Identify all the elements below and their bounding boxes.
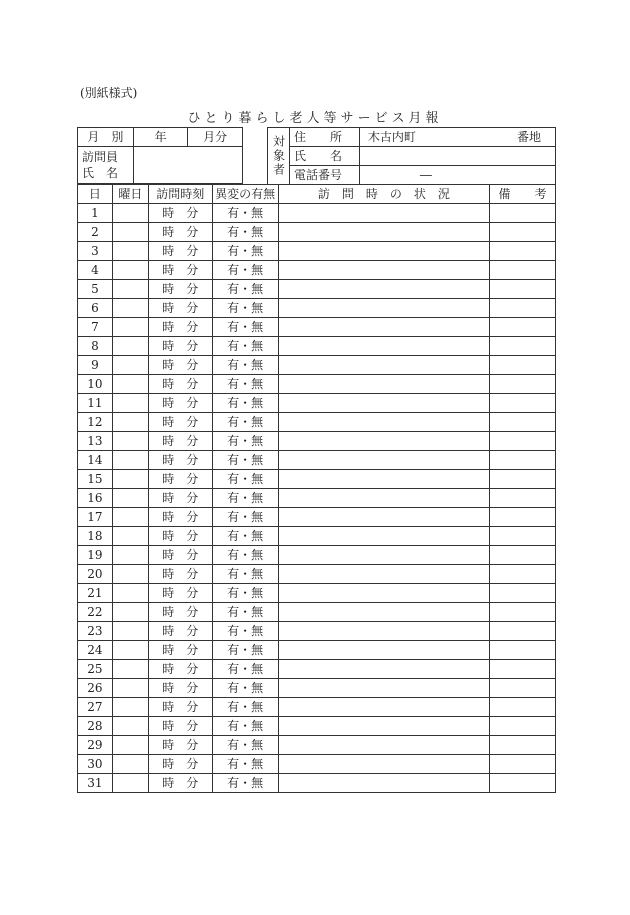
change-field[interactable]: 有・無 <box>212 432 278 451</box>
remarks-field[interactable] <box>490 470 556 489</box>
table-row <box>78 679 556 698</box>
visit-time-field[interactable]: 時 分 <box>148 470 212 489</box>
weekday-field[interactable] <box>112 413 148 432</box>
visit-status-field[interactable] <box>278 394 489 413</box>
remarks-field[interactable] <box>490 527 556 546</box>
address-value: 木古内町 <box>367 130 416 144</box>
visit-time-field[interactable]: 時 分 <box>148 451 212 470</box>
visit-status-field[interactable] <box>278 204 489 223</box>
header-visit-status: 訪 問 時 の 状 況 <box>278 185 489 204</box>
visit-status-field[interactable] <box>278 413 489 432</box>
change-field[interactable]: 有・無 <box>212 622 278 641</box>
table-row <box>78 527 556 546</box>
table-row <box>78 717 556 736</box>
table-row <box>78 565 556 584</box>
day-number: 9 <box>78 356 113 375</box>
table-row <box>78 261 556 280</box>
table-row <box>78 660 556 679</box>
table-row <box>78 470 556 489</box>
day-number: 22 <box>78 603 113 622</box>
day-number: 26 <box>78 679 113 698</box>
change-field[interactable]: 有・無 <box>212 755 278 774</box>
visit-status-field[interactable] <box>278 641 489 660</box>
visit-time-field[interactable]: 時 分 <box>148 223 212 242</box>
visit-time-field[interactable]: 時 分 <box>148 280 212 299</box>
weekday-field[interactable] <box>112 546 148 565</box>
day-number: 10 <box>78 375 113 394</box>
remarks-field[interactable] <box>490 717 556 736</box>
visit-time-field[interactable]: 時 分 <box>148 508 212 527</box>
visit-time-field[interactable]: 時 分 <box>148 565 212 584</box>
visit-time-field[interactable]: 時 分 <box>148 394 212 413</box>
visit-time-field[interactable]: 時 分 <box>148 261 212 280</box>
change-field[interactable]: 有・無 <box>212 337 278 356</box>
change-field[interactable]: 有・無 <box>212 489 278 508</box>
day-number: 21 <box>78 584 113 603</box>
address-suffix: 番地 <box>516 130 541 144</box>
table-row <box>78 375 556 394</box>
weekday-field[interactable] <box>112 755 148 774</box>
weekday-field[interactable] <box>112 223 148 242</box>
visit-status-field[interactable] <box>278 584 489 603</box>
day-number: 29 <box>78 736 113 755</box>
day-number: 11 <box>78 394 113 413</box>
day-number: 8 <box>78 337 113 356</box>
header-visit-time: 訪問時刻 <box>148 185 212 204</box>
remarks-field[interactable] <box>490 736 556 755</box>
name-label: 氏 名 <box>289 147 359 166</box>
day-number: 25 <box>78 660 113 679</box>
visit-status-field[interactable] <box>278 223 489 242</box>
table-row <box>78 736 556 755</box>
table-row <box>78 413 556 432</box>
table-row <box>78 622 556 641</box>
remarks-field[interactable] <box>490 451 556 470</box>
weekday-field[interactable] <box>112 280 148 299</box>
visit-time-field[interactable]: 時 分 <box>148 299 212 318</box>
day-number: 15 <box>78 470 113 489</box>
remarks-field[interactable] <box>490 337 556 356</box>
visit-status-field[interactable] <box>278 660 489 679</box>
weekday-field[interactable] <box>112 584 148 603</box>
visit-time-field[interactable]: 時 分 <box>148 698 212 717</box>
form-note: (別紙様式) <box>80 86 138 100</box>
change-field[interactable]: 有・無 <box>212 603 278 622</box>
weekday-field[interactable] <box>112 318 148 337</box>
change-field[interactable]: 有・無 <box>212 584 278 603</box>
target-label: 対象者 <box>268 128 290 185</box>
day-number: 24 <box>78 641 113 660</box>
table-row <box>78 451 556 470</box>
address-label: 住 所 <box>289 128 359 147</box>
remarks-field[interactable] <box>490 565 556 584</box>
change-field[interactable]: 有・無 <box>212 394 278 413</box>
weekday-field[interactable] <box>112 717 148 736</box>
table-header-row <box>78 185 556 204</box>
remarks-field[interactable] <box>490 508 556 527</box>
visit-time-field[interactable]: 時 分 <box>148 603 212 622</box>
visit-status-field[interactable] <box>278 432 489 451</box>
visitor-label-2: 氏 名 <box>82 166 119 180</box>
change-field[interactable]: 有・無 <box>212 527 278 546</box>
day-number: 3 <box>78 242 113 261</box>
visit-status-field[interactable] <box>278 774 489 793</box>
visit-status-field[interactable] <box>278 717 489 736</box>
weekday-field[interactable] <box>112 432 148 451</box>
visit-time-field[interactable]: 時 分 <box>148 717 212 736</box>
table-row <box>78 489 556 508</box>
remarks-field[interactable] <box>490 280 556 299</box>
change-field[interactable]: 有・無 <box>212 565 278 584</box>
change-field[interactable]: 有・無 <box>212 242 278 261</box>
visit-status-field[interactable] <box>278 356 489 375</box>
phone-label: 電話番号 <box>289 166 359 185</box>
day-number: 30 <box>78 755 113 774</box>
header-weekday: 曜日 <box>112 185 148 204</box>
table-row <box>78 204 556 223</box>
header-change: 異変の有無 <box>212 185 278 204</box>
remarks-field[interactable] <box>490 641 556 660</box>
day-number: 19 <box>78 546 113 565</box>
remarks-field[interactable] <box>490 223 556 242</box>
visit-status-field[interactable] <box>278 280 489 299</box>
month-unit: 月分 <box>188 128 243 147</box>
day-number: 31 <box>78 774 113 793</box>
remarks-field[interactable] <box>490 204 556 223</box>
change-field[interactable]: 有・無 <box>212 299 278 318</box>
day-number: 1 <box>78 204 113 223</box>
visitor-label-cell <box>78 147 134 184</box>
visit-status-field[interactable] <box>278 489 489 508</box>
table-row <box>78 356 556 375</box>
remarks-field[interactable] <box>490 622 556 641</box>
weekday-field[interactable] <box>112 603 148 622</box>
day-number: 7 <box>78 318 113 337</box>
table-row <box>78 698 556 717</box>
remarks-field[interactable] <box>490 698 556 717</box>
visit-info-box <box>77 127 243 184</box>
visit-status-field[interactable] <box>278 736 489 755</box>
visit-status-field[interactable] <box>278 261 489 280</box>
visit-time-field[interactable]: 時 分 <box>148 660 212 679</box>
visit-status-field[interactable] <box>278 299 489 318</box>
target-info-box <box>267 127 556 185</box>
visit-time-field[interactable]: 時 分 <box>148 318 212 337</box>
visit-time-field[interactable]: 時 分 <box>148 489 212 508</box>
change-field[interactable]: 有・無 <box>212 774 278 793</box>
weekday-field[interactable] <box>112 242 148 261</box>
table-row <box>78 774 556 793</box>
day-number: 28 <box>78 717 113 736</box>
visit-time-field[interactable]: 時 分 <box>148 546 212 565</box>
weekday-field[interactable] <box>112 527 148 546</box>
change-field[interactable]: 有・無 <box>212 717 278 736</box>
visit-time-field[interactable]: 時 分 <box>148 242 212 261</box>
change-field[interactable]: 有・無 <box>212 413 278 432</box>
visit-time-field[interactable]: 時 分 <box>148 755 212 774</box>
change-field[interactable]: 有・無 <box>212 698 278 717</box>
remarks-field[interactable] <box>490 489 556 508</box>
name-field[interactable] <box>359 147 555 166</box>
table-row <box>78 546 556 565</box>
remarks-field[interactable] <box>490 318 556 337</box>
visit-time-field[interactable]: 時 分 <box>148 204 212 223</box>
visit-time-field[interactable]: 時 分 <box>148 432 212 451</box>
weekday-field[interactable] <box>112 489 148 508</box>
table-row <box>78 280 556 299</box>
remarks-field[interactable] <box>490 546 556 565</box>
change-field[interactable]: 有・無 <box>212 641 278 660</box>
remarks-field[interactable] <box>490 432 556 451</box>
remarks-field[interactable] <box>490 299 556 318</box>
table-row <box>78 641 556 660</box>
day-number: 18 <box>78 527 113 546</box>
remarks-field[interactable] <box>490 660 556 679</box>
weekday-field[interactable] <box>112 774 148 793</box>
visit-status-field[interactable] <box>278 242 489 261</box>
visit-time-field[interactable]: 時 分 <box>148 584 212 603</box>
day-number: 17 <box>78 508 113 527</box>
table-row <box>78 584 556 603</box>
weekday-field[interactable] <box>112 736 148 755</box>
remarks-field[interactable] <box>490 584 556 603</box>
day-number: 4 <box>78 261 113 280</box>
visit-time-field[interactable]: 時 分 <box>148 356 212 375</box>
change-field[interactable]: 有・無 <box>212 508 278 527</box>
monthly-visit-table <box>77 184 556 793</box>
weekday-field[interactable] <box>112 641 148 660</box>
phone-field[interactable] <box>359 166 555 185</box>
remarks-field[interactable] <box>490 375 556 394</box>
change-field[interactable]: 有・無 <box>212 470 278 489</box>
table-row <box>78 432 556 451</box>
visit-time-field[interactable]: 時 分 <box>148 527 212 546</box>
visit-status-field[interactable] <box>278 451 489 470</box>
change-field[interactable]: 有・無 <box>212 679 278 698</box>
remarks-field[interactable] <box>490 413 556 432</box>
year-label: 年 <box>133 128 188 147</box>
visit-time-field[interactable]: 時 分 <box>148 375 212 394</box>
weekday-field[interactable] <box>112 204 148 223</box>
day-number: 13 <box>78 432 113 451</box>
weekday-field[interactable] <box>112 337 148 356</box>
change-field[interactable]: 有・無 <box>212 356 278 375</box>
weekday-field[interactable] <box>112 660 148 679</box>
weekday-field[interactable] <box>112 394 148 413</box>
table-row <box>78 223 556 242</box>
visit-time-field[interactable]: 時 分 <box>148 337 212 356</box>
visit-status-field[interactable] <box>278 698 489 717</box>
change-field[interactable]: 有・無 <box>212 736 278 755</box>
phone-value: ― <box>419 168 432 182</box>
visit-time-field[interactable]: 時 分 <box>148 622 212 641</box>
remarks-field[interactable] <box>490 679 556 698</box>
day-number: 20 <box>78 565 113 584</box>
remarks-field[interactable] <box>490 603 556 622</box>
change-field[interactable]: 有・無 <box>212 451 278 470</box>
visit-time-field[interactable]: 時 分 <box>148 641 212 660</box>
visit-status-field[interactable] <box>278 318 489 337</box>
weekday-field[interactable] <box>112 451 148 470</box>
remarks-field[interactable] <box>490 261 556 280</box>
visit-status-field[interactable] <box>278 679 489 698</box>
visit-time-field[interactable]: 時 分 <box>148 679 212 698</box>
visit-status-field[interactable] <box>278 546 489 565</box>
address-field[interactable] <box>359 128 555 147</box>
weekday-field[interactable] <box>112 299 148 318</box>
table-row <box>78 299 556 318</box>
day-number: 2 <box>78 223 113 242</box>
month-label: 月 別 <box>78 128 134 147</box>
weekday-field[interactable] <box>112 375 148 394</box>
visitor-name-field[interactable] <box>133 147 242 184</box>
visit-status-field[interactable] <box>278 622 489 641</box>
weekday-field[interactable] <box>112 622 148 641</box>
table-row <box>78 337 556 356</box>
change-field[interactable]: 有・無 <box>212 318 278 337</box>
table-row <box>78 755 556 774</box>
change-field[interactable]: 有・無 <box>212 261 278 280</box>
weekday-field[interactable] <box>112 565 148 584</box>
table-row <box>78 508 556 527</box>
weekday-field[interactable] <box>112 470 148 489</box>
day-number: 27 <box>78 698 113 717</box>
day-number: 6 <box>78 299 113 318</box>
form-title: ひとり暮らし老人等サービス月報 <box>187 111 443 126</box>
day-number: 16 <box>78 489 113 508</box>
visit-time-field[interactable]: 時 分 <box>148 774 212 793</box>
table-row <box>78 603 556 622</box>
weekday-field[interactable] <box>112 698 148 717</box>
header-remarks: 備 考 <box>490 185 556 204</box>
change-field[interactable]: 有・無 <box>212 375 278 394</box>
visit-status-field[interactable] <box>278 527 489 546</box>
visit-status-field[interactable] <box>278 375 489 394</box>
weekday-field[interactable] <box>112 261 148 280</box>
table-row <box>78 394 556 413</box>
table-row <box>78 242 556 261</box>
visit-status-field[interactable] <box>278 508 489 527</box>
visitor-label-1: 訪問員 <box>82 150 119 164</box>
visit-status-field[interactable] <box>278 470 489 489</box>
visit-status-field[interactable] <box>278 755 489 774</box>
remarks-field[interactable] <box>490 774 556 793</box>
visit-time-field[interactable]: 時 分 <box>148 413 212 432</box>
remarks-field[interactable] <box>490 755 556 774</box>
visit-status-field[interactable] <box>278 603 489 622</box>
day-number: 5 <box>78 280 113 299</box>
change-field[interactable]: 有・無 <box>212 280 278 299</box>
visit-status-field[interactable] <box>278 337 489 356</box>
table-row <box>78 318 556 337</box>
remarks-field[interactable] <box>490 394 556 413</box>
remarks-field[interactable] <box>490 356 556 375</box>
remarks-field[interactable] <box>490 242 556 261</box>
change-field[interactable]: 有・無 <box>212 660 278 679</box>
visit-time-field[interactable]: 時 分 <box>148 736 212 755</box>
change-field[interactable]: 有・無 <box>212 546 278 565</box>
header-day: 日 <box>78 185 113 204</box>
day-number: 23 <box>78 622 113 641</box>
change-field[interactable]: 有・無 <box>212 223 278 242</box>
day-number: 12 <box>78 413 113 432</box>
weekday-field[interactable] <box>112 679 148 698</box>
change-field[interactable]: 有・無 <box>212 204 278 223</box>
weekday-field[interactable] <box>112 356 148 375</box>
day-number: 14 <box>78 451 113 470</box>
weekday-field[interactable] <box>112 508 148 527</box>
visit-status-field[interactable] <box>278 565 489 584</box>
